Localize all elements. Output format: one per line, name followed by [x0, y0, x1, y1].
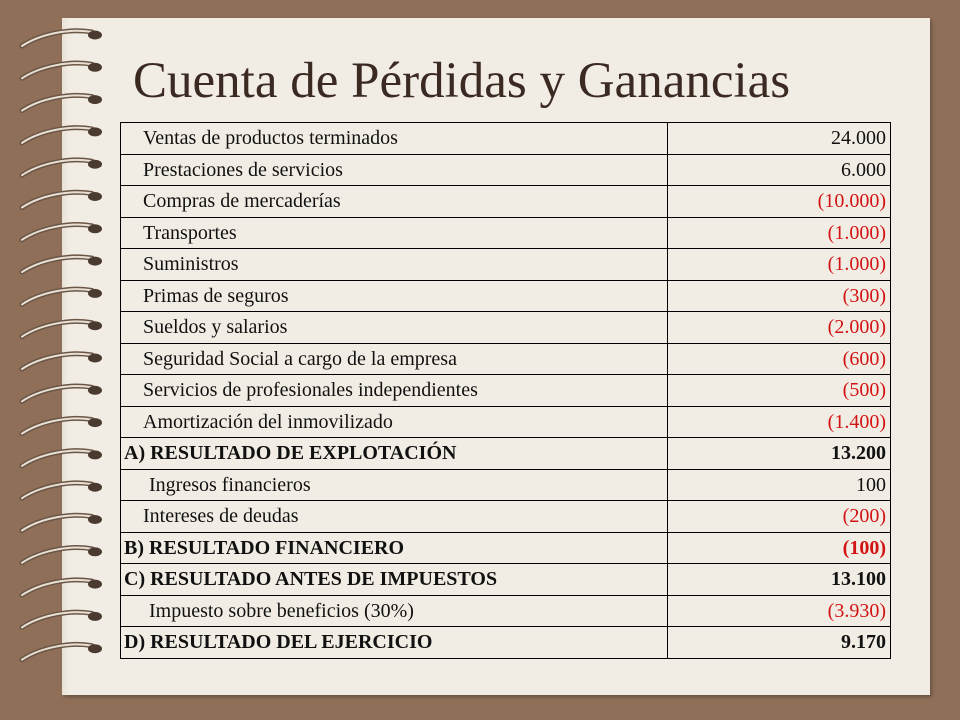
- table-row: [121, 217, 891, 249]
- table-row: [121, 501, 891, 533]
- row-value: (200): [668, 501, 891, 533]
- row-value: 24.000: [668, 123, 891, 155]
- table-row: [121, 469, 891, 501]
- row-label: Amortización del inmovilizado: [121, 406, 668, 438]
- row-label: Intereses de deudas: [121, 501, 668, 533]
- row-label: Servicios de profesionales independientes: [121, 375, 668, 407]
- table-body: [121, 123, 891, 659]
- table-total-row: [121, 564, 891, 596]
- row-label: Transportes: [121, 217, 668, 249]
- table-row: [121, 249, 891, 281]
- row-value: (1.400): [668, 406, 891, 438]
- row-value: (1.000): [668, 249, 891, 281]
- row-label: Prestaciones de servicios: [121, 154, 668, 186]
- row-label: B) RESULTADO FINANCIERO: [121, 532, 668, 564]
- table-row: [121, 280, 891, 312]
- table-row: [121, 154, 891, 186]
- table-row: [121, 375, 891, 407]
- table-row: [121, 312, 891, 344]
- row-label: D) RESULTADO DEL EJERCICIO: [121, 627, 668, 659]
- row-value: 13.100: [668, 564, 891, 596]
- row-value: 6.000: [668, 154, 891, 186]
- page-edge: [62, 18, 70, 695]
- row-label: Suministros: [121, 249, 668, 281]
- row-value: (2.000): [668, 312, 891, 344]
- row-label: Seguridad Social a cargo de la empresa: [121, 343, 668, 375]
- table-row: [121, 343, 891, 375]
- row-value: 9.170: [668, 627, 891, 659]
- table-total-row: [121, 438, 891, 470]
- table-total-row: [121, 532, 891, 564]
- row-value: (500): [668, 375, 891, 407]
- row-value: (10.000): [668, 186, 891, 218]
- row-label: C) RESULTADO ANTES DE IMPUESTOS: [121, 564, 668, 596]
- row-label: A) RESULTADO DE EXPLOTACIÓN: [121, 438, 668, 470]
- row-value: (100): [668, 532, 891, 564]
- income-statement-table: [120, 122, 891, 659]
- table-row: [121, 123, 891, 155]
- table-row: [121, 595, 891, 627]
- table-row: [121, 186, 891, 218]
- row-value: 100: [668, 469, 891, 501]
- row-label: Compras de mercaderías: [121, 186, 668, 218]
- row-label: Sueldos y salarios: [121, 312, 668, 344]
- page-title: Cuenta de Pérdidas y Ganancias: [133, 53, 791, 109]
- row-label: Ventas de productos terminados: [121, 123, 668, 155]
- row-label: Primas de seguros: [121, 280, 668, 312]
- row-value: (1.000): [668, 217, 891, 249]
- row-value: 13.200: [668, 438, 891, 470]
- row-value: (600): [668, 343, 891, 375]
- row-label: Ingresos financieros: [121, 469, 668, 501]
- row-value: (3.930): [668, 595, 891, 627]
- row-value: (300): [668, 280, 891, 312]
- table-row: [121, 406, 891, 438]
- table-total-row: [121, 627, 891, 659]
- row-label: Impuesto sobre beneficios (30%): [121, 595, 668, 627]
